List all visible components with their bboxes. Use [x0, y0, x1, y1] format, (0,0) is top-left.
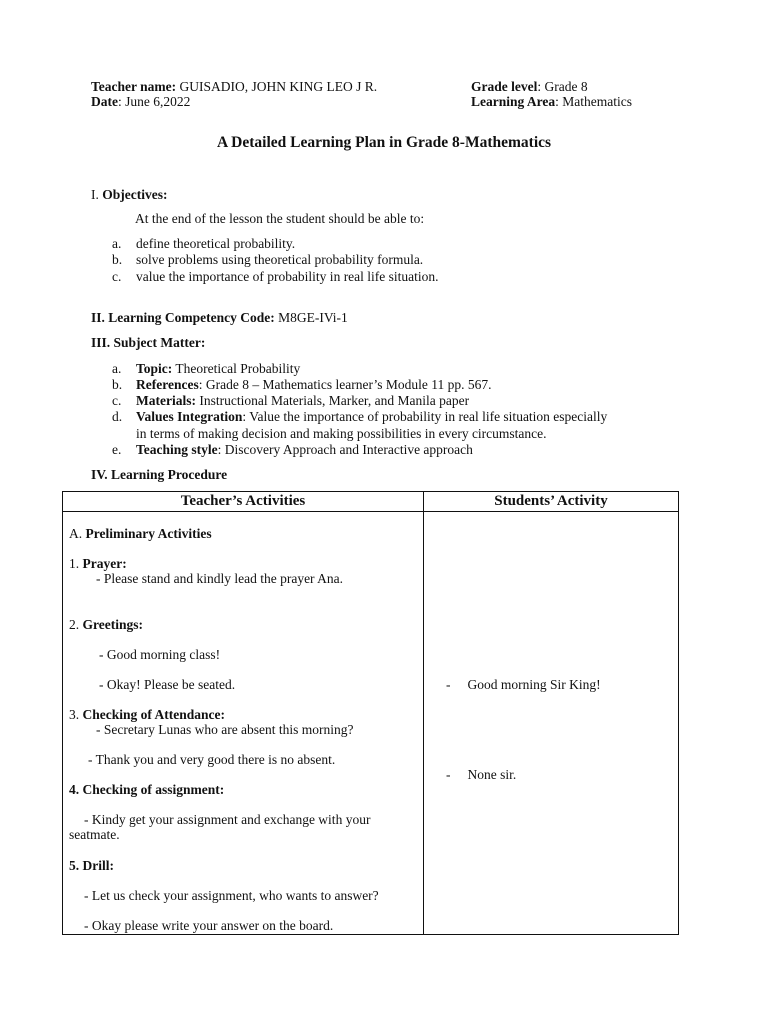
- procedure-table: [62, 491, 679, 935]
- list-marker: d.: [112, 409, 123, 424]
- attendance-heading: [69, 707, 225, 723]
- teacher-name-line: [91, 79, 377, 95]
- competency-label: II. Learning Competency Code:: [91, 310, 275, 325]
- subject-item-label: Values Integration: [136, 409, 243, 424]
- preliminary-label: Preliminary Activities: [85, 526, 212, 541]
- learning-area-line: [471, 94, 632, 110]
- subject-item-text: : Discovery Approach and Interactive approach: [217, 442, 473, 457]
- student-response-text: Good morning Sir King!: [467, 677, 601, 692]
- competency-line: [91, 310, 348, 326]
- students-activity-cell: [424, 512, 679, 935]
- subject-item-text: : Grade 8 – Mathematics learner’s Module 11 pp. 567.: [198, 377, 492, 392]
- learning-area-label: Learning Area: [471, 94, 556, 109]
- attendance-label: Checking of Attendance:: [82, 707, 225, 722]
- objectives-num: I.: [91, 187, 103, 202]
- date-value: : June 6,2022: [118, 94, 191, 109]
- drill-line-1: - Let us check your assignment, who wants to answer?: [84, 888, 379, 903]
- objective-text: define theoretical probability.: [136, 236, 296, 251]
- list-marker: b.: [112, 252, 123, 267]
- teacher-activities-cell: [63, 512, 424, 935]
- subject-matter-heading: [91, 335, 205, 351]
- subject-item-teaching-style: [112, 442, 473, 458]
- learning-area-value: : Mathematics: [555, 94, 632, 109]
- grade-level-value: : Grade 8: [537, 79, 588, 94]
- objective-item-c: [112, 269, 439, 285]
- list-dash: -: [446, 767, 451, 782]
- assignment-heading: 4. Checking of assignment:: [69, 782, 225, 797]
- grade-level-line: [471, 79, 588, 95]
- greetings-label: Greetings:: [82, 617, 143, 632]
- objectives-intro: At the end of the lesson the student should be able to:: [135, 211, 425, 226]
- list-marker: e.: [112, 442, 122, 457]
- subject-item-values: [112, 409, 607, 425]
- attendance-line-1: - Secretary Lunas who are absent this morning?: [96, 722, 354, 737]
- subject-item-values-continuation: in terms of making decision and making possibilities in every circumstance.: [136, 426, 547, 441]
- list-marker: a.: [112, 236, 122, 251]
- attendance-line-2: - Thank you and very good there is no absent.: [88, 752, 336, 767]
- learning-procedure-heading: IV. Learning Procedure: [91, 467, 228, 482]
- objective-text: solve problems using theoretical probability formula.: [136, 252, 424, 267]
- document-title: A Detailed Learning Plan in Grade 8-Mathematics: [216, 134, 552, 151]
- preliminary-heading: [69, 526, 212, 542]
- students-activity-header: Students’ Activity: [424, 492, 679, 512]
- list-marker: b.: [112, 377, 123, 392]
- teacher-activities-header: Teacher’s Activities: [63, 492, 424, 512]
- student-response-1: [446, 677, 601, 693]
- prayer-line: - Please stand and kindly lead the prayer Ana.: [96, 571, 344, 586]
- subject-item-text: Instructional Materials, Marker, and Manila paper: [195, 393, 470, 408]
- greetings-heading: [69, 617, 143, 633]
- grade-level-label: Grade level: [471, 79, 538, 94]
- prayer-num: 1.: [69, 556, 83, 571]
- teacher-name-label: Teacher name:: [91, 79, 177, 94]
- subject-item-references: [112, 377, 492, 393]
- greetings-line-2: - Okay! Please be seated.: [99, 677, 236, 692]
- subject-matter-num: III: [91, 335, 107, 350]
- assignment-line-2: seatmate.: [69, 827, 120, 842]
- objectives-heading: [91, 187, 167, 203]
- subject-item-text: : Value the importance of probability in real life situation especially: [242, 409, 608, 424]
- objective-item-a: [112, 236, 295, 252]
- greetings-line-1: - Good morning class!: [99, 647, 221, 662]
- drill-heading: 5. Drill:: [69, 858, 114, 873]
- drill-line-2: - Okay please write your answer on the board.: [84, 918, 334, 933]
- subject-item-label: Topic:: [136, 361, 173, 376]
- subject-item-label: Teaching style: [136, 442, 218, 457]
- student-response-text: None sir.: [467, 767, 517, 782]
- subject-item-text: Theoretical Probability: [172, 361, 301, 376]
- list-marker: c.: [112, 269, 122, 284]
- teacher-name-value: GUISADIO, JOHN KING LEO J R.: [176, 79, 378, 94]
- preliminary-prefix: A.: [69, 526, 86, 541]
- date-label: Date: [91, 94, 118, 109]
- competency-value: M8GE-IVi-1: [274, 310, 348, 325]
- assignment-line-1: - Kindy get your assignment and exchange with your: [84, 812, 371, 827]
- subject-item-label: Materials:: [136, 393, 196, 408]
- objective-text: value the importance of probability in real life situation.: [136, 269, 439, 284]
- subject-item-label: References: [136, 377, 199, 392]
- subject-item-topic: [112, 361, 300, 377]
- date-line: [91, 94, 190, 110]
- objective-item-b: [112, 252, 423, 268]
- greetings-num: 2.: [69, 617, 83, 632]
- objectives-label: Objectives:: [102, 187, 168, 202]
- attendance-num: 3.: [69, 707, 83, 722]
- list-dash: -: [446, 677, 451, 692]
- student-response-2: [446, 767, 516, 783]
- prayer-heading: [69, 556, 127, 572]
- subject-item-materials: [112, 393, 469, 409]
- list-marker: c.: [112, 393, 122, 408]
- prayer-label: Prayer:: [82, 556, 127, 571]
- subject-matter-label: . Subject Matter:: [106, 335, 206, 350]
- list-marker: a.: [112, 361, 122, 376]
